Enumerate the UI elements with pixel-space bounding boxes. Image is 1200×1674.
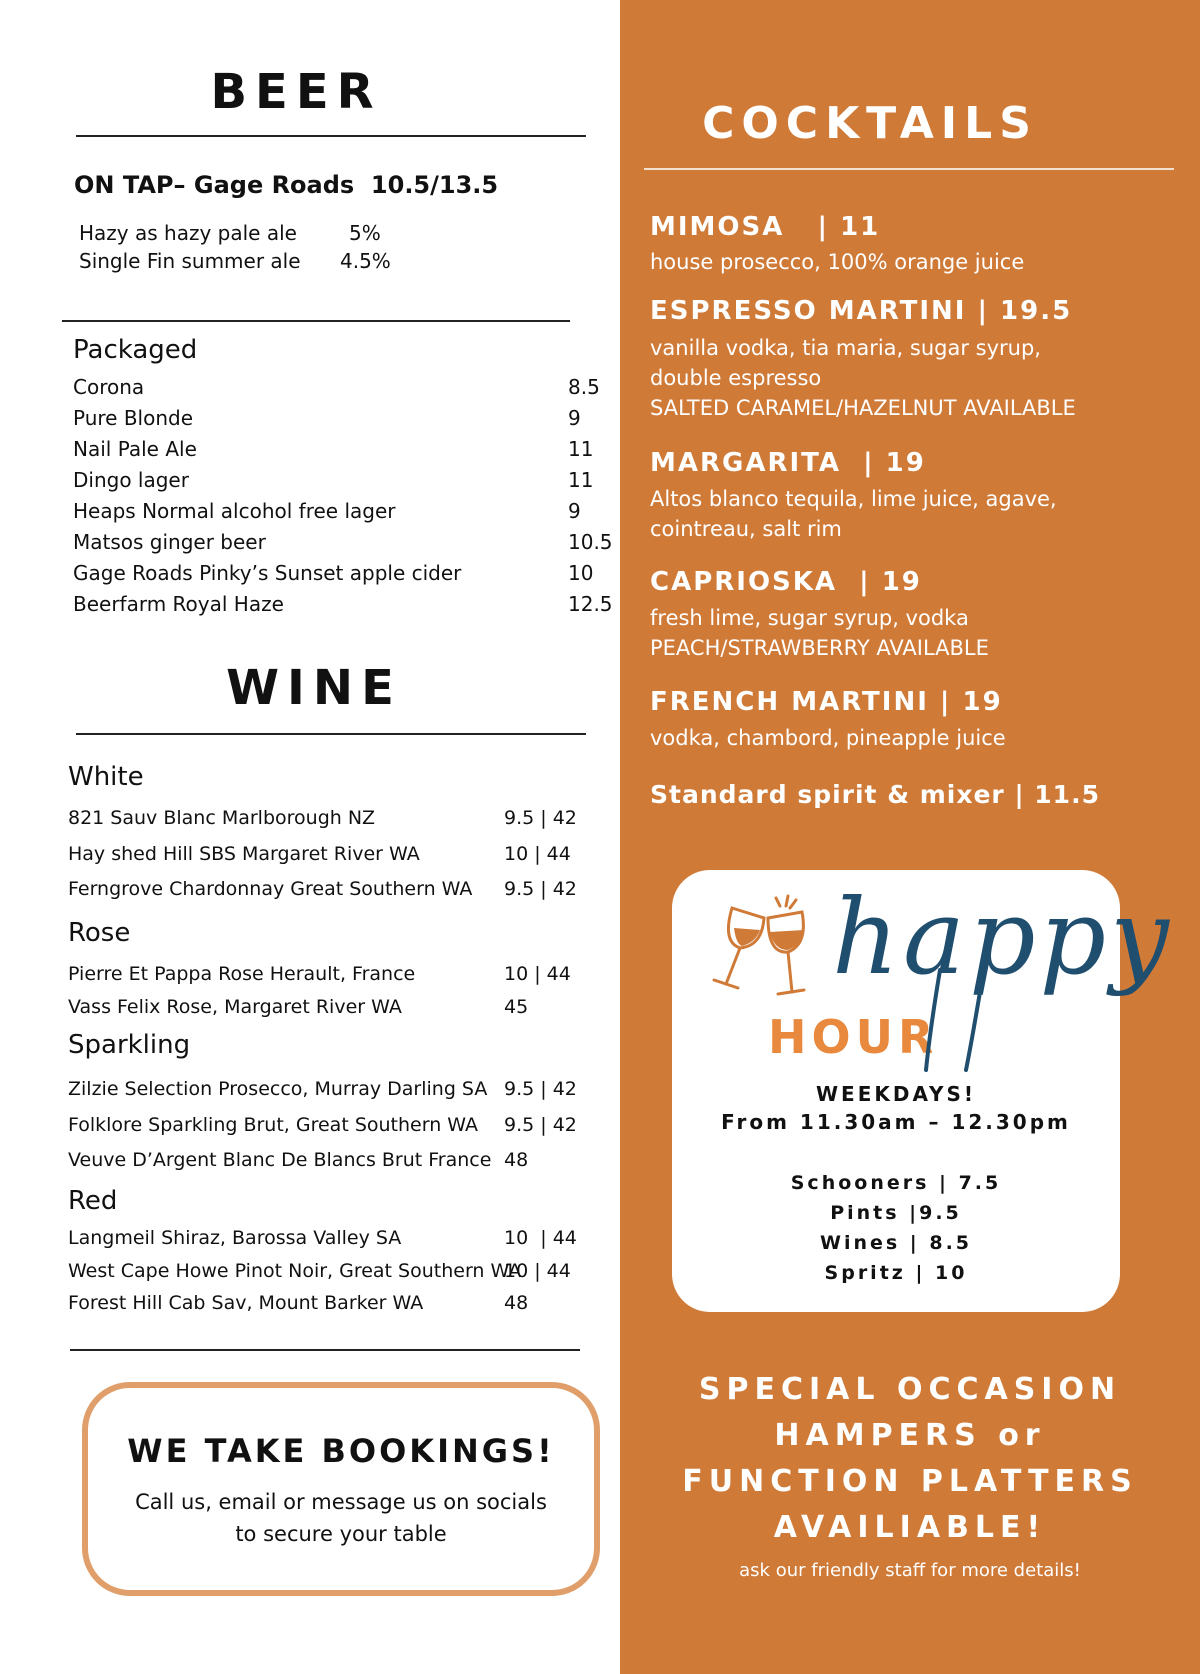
happy-script: happy xyxy=(832,876,1173,998)
packaged-item-name: Pure Blonde xyxy=(73,406,194,430)
wine-item-name: 821 Sauv Blanc Marlborough NZ xyxy=(68,807,376,829)
tap-item-name: Single Fin summer ale xyxy=(79,249,301,273)
bookings-box xyxy=(82,1382,600,1596)
cocktail-description: Altos blanco tequila, lime juice, agave, xyxy=(650,487,1057,511)
wine-item-price: 45 xyxy=(504,996,529,1018)
sparkling-heading: Sparkling xyxy=(68,1030,191,1060)
tap-rule xyxy=(62,320,570,322)
white-heading: White xyxy=(68,762,144,792)
beer-heading: BEER xyxy=(210,64,382,120)
wine-item-name: Langmeil Shiraz, Barossa Valley SA xyxy=(68,1227,402,1249)
cocktail-description: house prosecco, 100% orange juice xyxy=(650,250,1025,274)
weekdays-label: WEEKDAYS! xyxy=(815,1082,977,1106)
bottom-rule xyxy=(70,1349,580,1351)
wine-glasses-icon xyxy=(696,892,816,1012)
wine-item-price: 9.5 | 42 xyxy=(504,807,577,829)
wine-item-name: Forest Hill Cab Sav, Mount Barker WA xyxy=(68,1292,424,1314)
wine-item-name: Pierre Et Pappa Rose Herault, France xyxy=(68,963,416,985)
cocktail-description: PEACH/STRAWBERRY AVAILABLE xyxy=(650,636,989,660)
wine-item-price: 10 | 44 xyxy=(504,963,571,985)
packaged-item-price: 12.5 xyxy=(568,592,613,616)
wine-item-name: Hay shed Hill SBS Margaret River WA xyxy=(68,843,420,865)
packaged-item-name: Matsos ginger beer xyxy=(73,530,266,554)
cocktail-name: MARGARITA | 19 xyxy=(650,448,926,478)
happy-hour-card xyxy=(672,870,1173,1312)
packaged-item-price: 8.5 xyxy=(568,375,600,399)
special-line-2: HAMPERS or xyxy=(774,1418,1046,1453)
packaged-item-price: 11 xyxy=(568,468,594,492)
on-tap-heading: ON TAP– Gage Roads 10.5/13.5 xyxy=(74,171,499,199)
wine-item-name: Veuve D’Argent Blanc De Blancs Brut France xyxy=(68,1149,492,1171)
deal-line: Spritz | 10 xyxy=(824,1262,968,1284)
wine-item-price: 48 xyxy=(504,1292,529,1314)
hour-word: HOUR xyxy=(768,1010,939,1064)
cocktail-description: double espresso xyxy=(650,366,822,390)
packaged-item-name: Nail Pale Ale xyxy=(73,437,197,461)
special-line-1: SPECIAL OCCASION xyxy=(698,1372,1122,1407)
packaged-heading: Packaged xyxy=(73,335,198,365)
packaged-item-price: 10 xyxy=(568,561,594,585)
wine-item-price: 48 xyxy=(504,1149,529,1171)
tap-item-name: Hazy as hazy pale ale xyxy=(79,221,297,245)
cocktail-description: vanilla vodka, tia maria, sugar syrup, xyxy=(650,336,1041,360)
wine-item-name: Zilzie Selection Prosecco, Murray Darling SA xyxy=(68,1078,488,1100)
wine-rule xyxy=(76,733,586,735)
packaged-item-price: 9 xyxy=(568,406,581,430)
packaged-item-name: Dingo lager xyxy=(73,468,189,492)
special-note: ask our friendly staff for more details! xyxy=(739,1560,1081,1581)
wine-heading: WINE xyxy=(226,660,402,716)
special-line-3: FUNCTION PLATTERS xyxy=(682,1464,1138,1499)
cocktail-description: fresh lime, sugar syrup, vodka xyxy=(650,606,969,630)
wine-item-price: 9.5 | 42 xyxy=(504,1114,577,1136)
packaged-item-name: Heaps Normal alcohol free lager xyxy=(73,499,396,523)
standard-spirit: Standard spirit & mixer | 11.5 xyxy=(650,780,1100,809)
packaged-item-price: 11 xyxy=(568,437,594,461)
packaged-item-name: Gage Roads Pinky’s Sunset apple cider xyxy=(73,561,462,585)
wine-item-price: 10 | 44 xyxy=(504,1260,571,1282)
cocktail-name: ESPRESSO MARTINI | 19.5 xyxy=(650,296,1073,326)
red-heading: Red xyxy=(68,1186,118,1216)
cocktail-name: CAPRIOSKA | 19 xyxy=(650,567,922,597)
wine-item-price: 9.5 | 42 xyxy=(504,1078,577,1100)
cocktail-description: cointreau, salt rim xyxy=(650,517,842,541)
special-line-4: AVAILIABLE! xyxy=(773,1510,1047,1545)
bookings-line-1: Call us, email or message us on socials xyxy=(135,1490,547,1514)
rose-heading: Rose xyxy=(68,918,131,948)
script-tails xyxy=(920,940,1040,1080)
tap-item-abv: 4.5% xyxy=(340,249,391,273)
packaged-item-name: Corona xyxy=(73,375,145,399)
cocktails-rule xyxy=(644,168,1174,170)
cocktail-description: vodka, chambord, pineapple juice xyxy=(650,726,1006,750)
deal-line: Wines | 8.5 xyxy=(819,1232,973,1254)
deal-line: Pints |9.5 xyxy=(830,1202,962,1224)
packaged-item-price: 9 xyxy=(568,499,581,523)
packaged-item-price: 10.5 xyxy=(568,530,613,554)
deal-line: Schooners | 7.5 xyxy=(790,1172,1002,1194)
beer-rule xyxy=(76,135,586,137)
wine-item-name: Ferngrove Chardonnay Great Southern WA xyxy=(68,878,473,900)
bookings-title: WE TAKE BOOKINGS! xyxy=(127,1432,555,1470)
wine-item-name: West Cape Howe Pinot Noir, Great Southern WA xyxy=(68,1260,522,1282)
cocktail-name: FRENCH MARTINI | 19 xyxy=(650,687,1003,717)
cocktails-heading: COCKTAILS xyxy=(702,98,1038,149)
wine-item-name: Folklore Sparkling Brut, Great Southern WA xyxy=(68,1114,479,1136)
wine-item-price: 10 | 44 xyxy=(504,843,571,865)
tap-item-abv: 5% xyxy=(349,221,381,245)
hours-time: From 11.30am – 12.30pm xyxy=(721,1110,1071,1134)
cocktail-name: MIMOSA | 11 xyxy=(650,212,881,242)
packaged-item-name: Beerfarm Royal Haze xyxy=(73,592,284,616)
wine-item-name: Vass Felix Rose, Margaret River WA xyxy=(68,996,402,1018)
cocktail-description: SALTED CARAMEL/HAZELNUT AVAILABLE xyxy=(650,396,1076,420)
wine-item-price: 9.5 | 42 xyxy=(504,878,577,900)
wine-item-price: 10 | 44 xyxy=(504,1227,577,1249)
bookings-line-2: to secure your table xyxy=(235,1522,447,1546)
